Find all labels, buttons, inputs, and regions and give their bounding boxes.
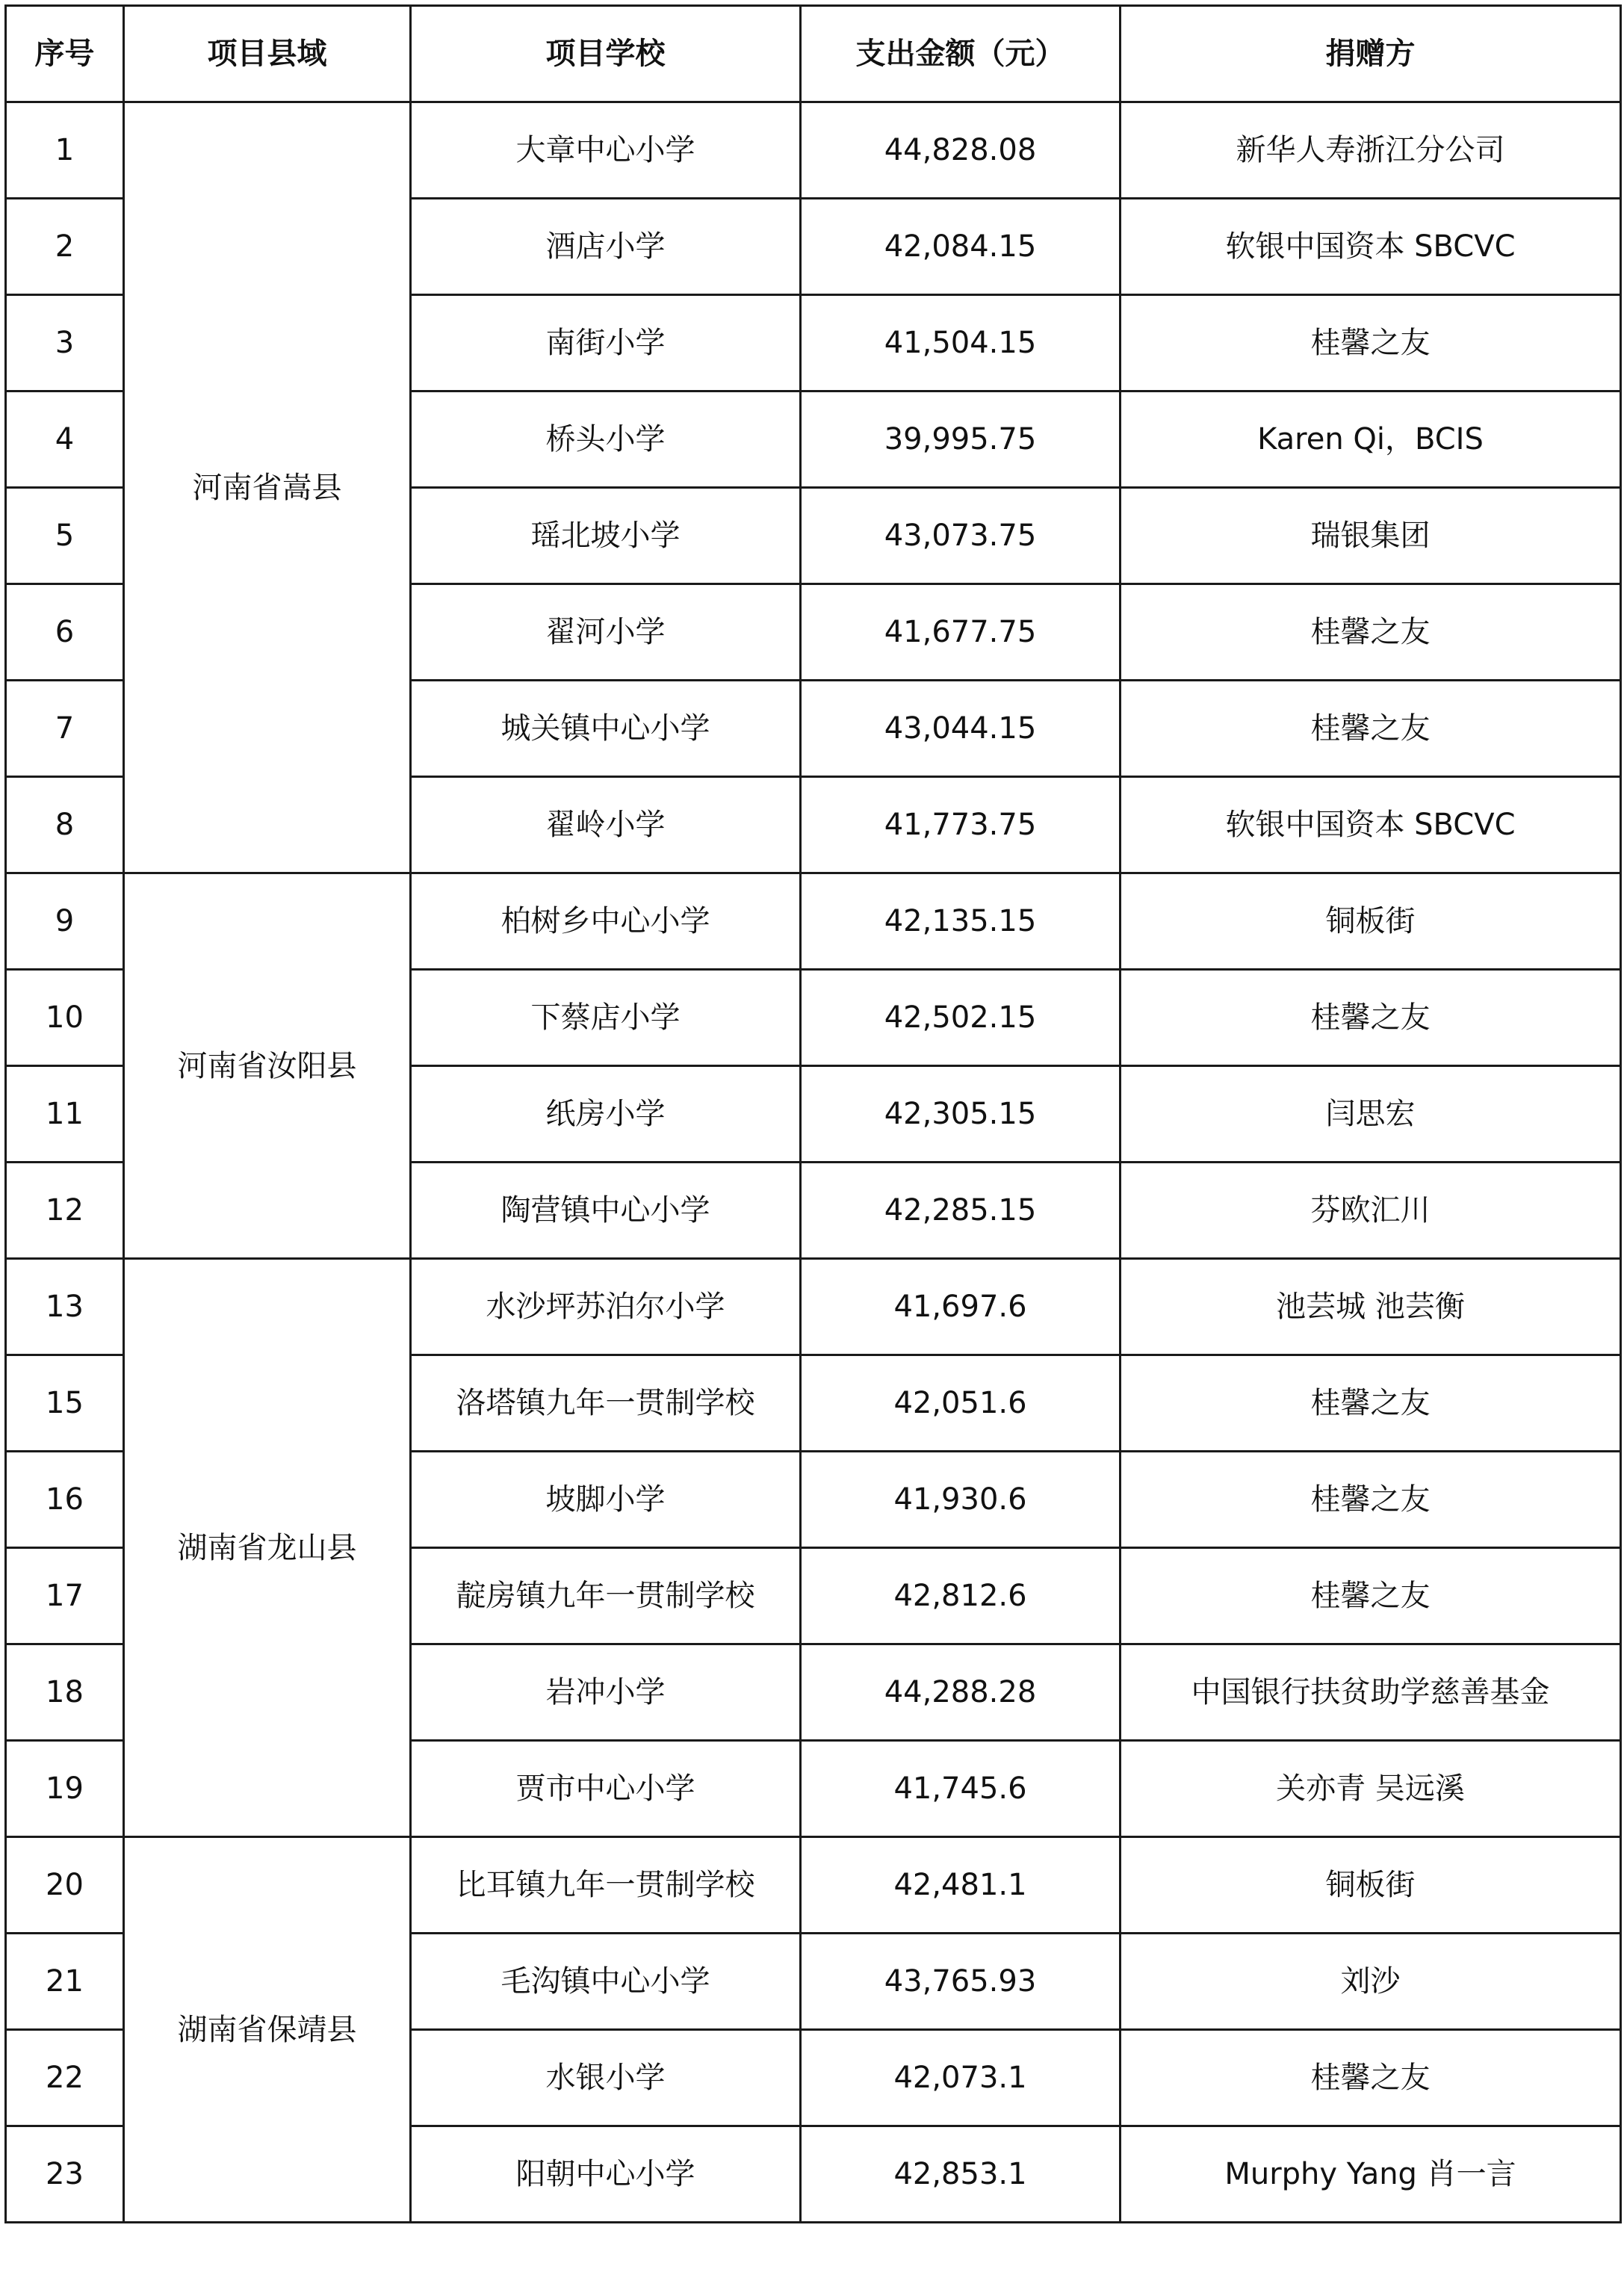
donor-cell: 桂馨之友	[1121, 2030, 1621, 2126]
school-cell: 岩冲小学	[411, 1644, 801, 1741]
amount-cell: 42,051.6	[801, 1355, 1121, 1452]
donation-table	[4, 4, 1622, 2223]
school-cell: 靛房镇九年一贯制学校	[411, 1548, 801, 1644]
table-row	[6, 1259, 1621, 1355]
amount-cell: 42,073.1	[801, 2030, 1121, 2126]
header-donor: 捐赠方	[1121, 6, 1621, 102]
row-no: 4	[6, 391, 124, 488]
school-cell: 瑶北坡小学	[411, 488, 801, 584]
county-cell: 湖南省龙山县	[124, 1259, 411, 1837]
donor-cell: 中国银行扶贫助学慈善基金	[1121, 1644, 1621, 1741]
amount-cell: 41,773.75	[801, 777, 1121, 873]
donor-cell: 刘沙	[1121, 1934, 1621, 2030]
amount-cell: 43,073.75	[801, 488, 1121, 584]
donor-cell: 软银中国资本 SBCVC	[1121, 777, 1621, 873]
amount-cell: 41,930.6	[801, 1452, 1121, 1548]
school-cell: 比耳镇九年一贯制学校	[411, 1837, 801, 1934]
header-no: 序号	[6, 6, 124, 102]
amount-cell: 44,288.28	[801, 1644, 1121, 1741]
row-no: 8	[6, 777, 124, 873]
row-no: 18	[6, 1644, 124, 1741]
header-school: 项目学校	[411, 6, 801, 102]
donor-cell: 关亦青 吴远溪	[1121, 1741, 1621, 1837]
row-no: 1	[6, 102, 124, 199]
donor-cell: 桂馨之友	[1121, 584, 1621, 681]
row-no: 16	[6, 1452, 124, 1548]
row-no: 22	[6, 2030, 124, 2126]
row-no: 19	[6, 1741, 124, 1837]
row-no: 2	[6, 199, 124, 295]
school-cell: 柏树乡中心小学	[411, 873, 801, 970]
school-cell: 酒店小学	[411, 199, 801, 295]
amount-cell: 42,502.15	[801, 970, 1121, 1066]
table-header-row	[6, 6, 1621, 102]
donor-cell: Karen Qi，BCIS	[1121, 391, 1621, 488]
amount-cell: 42,084.15	[801, 199, 1121, 295]
school-cell: 坡脚小学	[411, 1452, 801, 1548]
school-cell: 水沙坪苏泊尔小学	[411, 1259, 801, 1355]
amount-cell: 42,812.6	[801, 1548, 1121, 1644]
donor-cell: 铜板街	[1121, 1837, 1621, 1934]
amount-cell: 42,481.1	[801, 1837, 1121, 1934]
row-no: 3	[6, 295, 124, 391]
row-no: 6	[6, 584, 124, 681]
row-no: 10	[6, 970, 124, 1066]
county-cell: 湖南省保靖县	[124, 1837, 411, 2223]
school-cell: 南街小学	[411, 295, 801, 391]
amount-cell: 41,745.6	[801, 1741, 1121, 1837]
table-row	[6, 1837, 1621, 1934]
donor-cell: 桂馨之友	[1121, 295, 1621, 391]
amount-cell: 42,285.15	[801, 1163, 1121, 1259]
donor-cell: 桂馨之友	[1121, 1355, 1621, 1452]
row-no: 13	[6, 1259, 124, 1355]
amount-cell: 41,697.6	[801, 1259, 1121, 1355]
donor-cell: 桂馨之友	[1121, 970, 1621, 1066]
header-amount: 支出金额（元）	[801, 6, 1121, 102]
school-cell: 水银小学	[411, 2030, 801, 2126]
school-cell: 翟河小学	[411, 584, 801, 681]
amount-cell: 43,044.15	[801, 681, 1121, 777]
amount-cell: 44,828.08	[801, 102, 1121, 199]
school-cell: 洛塔镇九年一贯制学校	[411, 1355, 801, 1452]
row-no: 20	[6, 1837, 124, 1934]
amount-cell: 43,765.93	[801, 1934, 1121, 2030]
table-row	[6, 873, 1621, 970]
donor-cell: 桂馨之友	[1121, 1452, 1621, 1548]
amount-cell: 39,995.75	[801, 391, 1121, 488]
school-cell: 毛沟镇中心小学	[411, 1934, 801, 2030]
row-no: 12	[6, 1163, 124, 1259]
school-cell: 阳朝中心小学	[411, 2126, 801, 2223]
amount-cell: 42,305.15	[801, 1066, 1121, 1163]
donor-cell: 瑞银集团	[1121, 488, 1621, 584]
row-no: 9	[6, 873, 124, 970]
school-cell: 陶营镇中心小学	[411, 1163, 801, 1259]
donor-cell: 芬欧汇川	[1121, 1163, 1621, 1259]
school-cell: 下蔡店小学	[411, 970, 801, 1066]
row-no: 15	[6, 1355, 124, 1452]
school-cell: 城关镇中心小学	[411, 681, 801, 777]
school-cell: 贾市中心小学	[411, 1741, 801, 1837]
row-no: 17	[6, 1548, 124, 1644]
row-no: 21	[6, 1934, 124, 2030]
row-no: 5	[6, 488, 124, 584]
donor-cell: 闫思宏	[1121, 1066, 1621, 1163]
table-row	[6, 102, 1621, 199]
school-cell: 大章中心小学	[411, 102, 801, 199]
county-cell: 河南省嵩县	[124, 102, 411, 873]
donor-cell: 桂馨之友	[1121, 681, 1621, 777]
amount-cell: 42,853.1	[801, 2126, 1121, 2223]
amount-cell: 42,135.15	[801, 873, 1121, 970]
donor-cell: 新华人寿浙江分公司	[1121, 102, 1621, 199]
donor-cell: 桂馨之友	[1121, 1548, 1621, 1644]
row-no: 23	[6, 2126, 124, 2223]
donor-cell: Murphy Yang 肖一言	[1121, 2126, 1621, 2223]
donor-cell: 池芸城 池芸衡	[1121, 1259, 1621, 1355]
school-cell: 纸房小学	[411, 1066, 801, 1163]
amount-cell: 41,677.75	[801, 584, 1121, 681]
county-cell: 河南省汝阳县	[124, 873, 411, 1259]
donor-cell: 软银中国资本 SBCVC	[1121, 199, 1621, 295]
row-no: 7	[6, 681, 124, 777]
donor-cell: 铜板街	[1121, 873, 1621, 970]
row-no: 11	[6, 1066, 124, 1163]
school-cell: 桥头小学	[411, 391, 801, 488]
amount-cell: 41,504.15	[801, 295, 1121, 391]
header-county: 项目县域	[124, 6, 411, 102]
school-cell: 翟岭小学	[411, 777, 801, 873]
